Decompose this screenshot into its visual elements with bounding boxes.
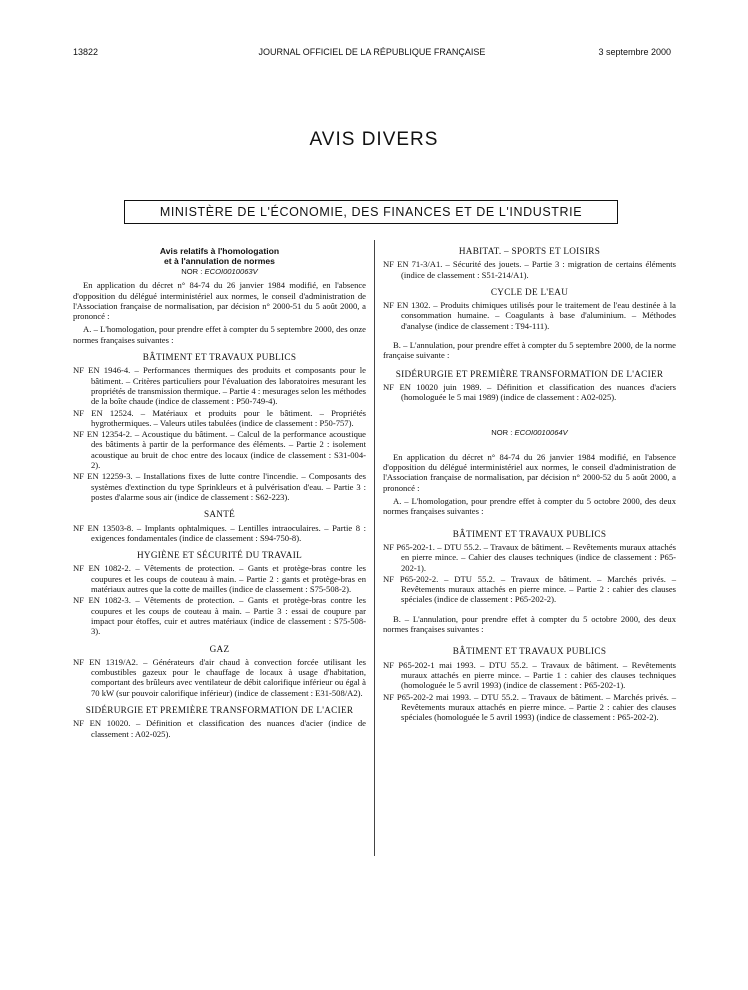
nor-reference-2 [383,428,676,438]
ministry-box: MINISTÈRE DE L'ÉCONOMIE, DES FINANCES ET DE L'INDUSTRIE [124,200,618,224]
right-sections-b [383,369,676,403]
norm-entry: NF EN 10020 juin 1989. – Définition et classification des nuances d'aciers (homologuée le 5 mai 1989) (indice de classement : A02-025). [383,381,676,403]
norm-entry: NF P65-202-2. – DTU 55.2. – Travaux de bâtiment. – Marchés privés. – Revêtements muraux attachés en pierre mince. – Partie 2 : cahier des clauses spéciales (indice de classement : P65-202-2). [383,573,676,605]
nor-code: ECOI0010063V [204,267,258,276]
journal-title: JOURNAL OFFICIEL DE LA RÉPUBLIQUE FRANÇAISE [258,47,486,57]
column-divider [374,240,375,856]
section-heading: GAZ [209,643,230,654]
norm-entry: NF EN 12524. – Matériaux et produits pour le bâtiment. – Propriétés hygrothermiques. – Valeurs utiles tabulées (indice de classement : P50-757). [73,407,366,428]
section-heading: HYGIÈNE ET SÉCURITÉ DU TRAVAIL [136,550,302,561]
norm-entry: NF P65-202-1. – DTU 55.2. – Travaux de bâtiment. – Revêtements muraux attachés en pierre mince. – Cahier des clauses techniques (indice de classement : P65-202-1). [383,541,676,573]
section-heading: BÂTIMENT ET TRAVAUX PUBLICS [452,528,607,539]
norm-entry: NF EN 12259-3. – Installations fixes de lutte contre l'incendie. – Composants des systèmes d'extinction du type Sprinkleurs et à pulvérisation d'eau. – Partie 3 : postes d'alarme sous air (indice de classement : S62-223). [73,471,366,502]
page-title: AVIS DIVERS [309,129,439,150]
right-column [383,246,676,723]
section-heading: BÂTIMENT ET TRAVAUX PUBLICS [142,352,297,363]
nor-code: ECOI0010064V [514,427,568,437]
right-sections-c [383,529,676,605]
nor-label: NOR : [491,427,513,437]
right-sections-a [383,246,676,331]
point-b2-paragraph: B. – L'annulation, pour prendre effet à compter du 5 octobre 2000, des deux normes françaises suivantes : [383,613,676,635]
section-heading: SIDÉRURGIE ET PREMIÈRE TRANSFORMATION DE L'ACIER [85,704,354,715]
intro-paragraph: En application du décret n° 84-74 du 26 janvier 1984 modifié, en l'absence d'opposition du délégué interministériel aux normes, le conseil d'administration de l'Association française de normalisation, par décision n° 2000-51 du 5 août 2000, a prononcé : [73,280,366,322]
nor-label: NOR : [181,267,203,276]
norm-entry: NF EN 1082-3. – Vêtements de protection. – Gants et protège-bras contre les coupures et les coups de couteau à main. – Partie 3 : essai de coupure par impact pour étoffes, cuir et autres matériaux (indice de classement : S75-508-3). [73,595,366,637]
section-heading: SIDÉRURGIE ET PREMIÈRE TRANSFORMATION DE L'ACIER [395,368,664,379]
norm-entry: NF EN 1319/A2. – Générateurs d'air chaud à convection forcée utilisant les combustibles gazeux pour le chauffage de locaux à usage d'habitation, comportant des brûleurs avec ventilateur de débit calorifique inférieur ou égal à 70 kW (sur pouvoir calorifique inférieur) (indice de classement : E31-508/A2). [73,656,366,698]
spacer [383,404,676,414]
right-sections-d [383,646,676,722]
norm-entry: NF P65-202-1 mai 1993. – DTU 55.2. – Travaux de bâtiment. – Revêtements muraux attachés en pierre mince. – Partie 1 : cahier des clauses techniques (homologuée le 5 avril 1993) (indice de classement : P65-202-1). [383,659,676,691]
norm-entry: NF EN 1946-4. – Performances thermiques des produits et composants pour le bâtiment. – Critères particuliers pour l'évaluation des laboratoires mesurant les propriétés de transmission thermique. – Partie 4 : mesurages selon les méthodes de la boîte chaude (indice de classement : P50-749-4). [73,365,366,407]
left-column [73,246,366,740]
left-sections [73,352,366,739]
section-heading: HABITAT. – SPORTS ET LOISIRS [458,246,601,256]
point-a-paragraph: A. – L'homologation, pour prendre effet à compter du 5 septembre 2000, des onze normes françaises suivantes : [73,324,366,345]
norm-entry: NF EN 71-3/A1. – Sécurité des jouets. – Partie 3 : migration de certains éléments (indice de classement : S51-214/A1). [383,259,676,280]
point-b-paragraph: B. – L'annulation, pour prendre effet à compter du 5 septembre 2000, de la norme française suivante : [383,340,676,361]
section-heading: SANTÉ [203,509,236,520]
nor-reference [73,267,366,277]
section-heading: BÂTIMENT ET TRAVAUX PUBLICS [452,646,607,657]
norm-entry: NF EN 13503-8. – Implants ophtalmiques. – Lentilles intraoculaires. – Partie 8 : exigences fondamentales (indice de classement : S94-750-8). [73,522,366,543]
norm-entry: NF EN 1082-2. – Vêtements de protection. – Gants et protège-bras contre les coupures et les coups de couteau à main. – Partie 2 : gants et protège-bras en matériaux autres que la cotte de mailles (indice de classement : S75-508-2). [73,563,366,595]
page-header [73,47,671,61]
intro-paragraph-2: En application du décret n° 84-74 du 26 janvier 1984 modifié, en l'absence d'opposition du délégué interministériel aux normes, le conseil d'administration de l'Association française de normalisation, par décision n° 2000-52 du 5 août 2000, a prononcé : [383,451,676,493]
avis-title-line-1: Avis relatifs à l'homologation [159,246,280,256]
norm-entry: NF EN 1302. – Produits chimiques utilisés pour le traitement de l'eau destinée à la consommation humaine. – Coagulants à base d'aluminium. – Méthodes d'analyse (indice de classement : T94-111). [383,300,676,331]
norm-entry: NF EN 12354-2. – Acoustique du bâtiment. – Calcul de la performance acoustique des bâtiments à partir de la performance des éléments. – Partie 2 : isolement acoustique au bruit de choc entre des locaux (indice de classement : S31-004-2). [73,429,366,471]
section-heading: CYCLE DE L'EAU [490,286,569,297]
norm-entry: NF P65-202-2 mai 1993. – DTU 55.2. – Travaux de bâtiment. – Marchés privés. – Revêtements muraux attachés en pierre mince. – Partie 2 : cahier des clauses spéciales (homologuée le 5 avril 1993) (indice de classement : P65-202-2). [383,691,676,723]
page-number: 13822 [73,47,99,57]
point-a-paragraph-2: A. – L'homologation, pour prendre effet à compter du 5 octobre 2000, des deux normes françaises suivantes : [383,496,676,517]
avis-title-line-2: et à l'annulation de normes [164,256,275,266]
issue-date: 3 septembre 2000 [598,47,671,57]
norm-entry: NF EN 10020. – Définition et classification des nuances d'acier (indice de classement : A02-025). [73,718,366,739]
